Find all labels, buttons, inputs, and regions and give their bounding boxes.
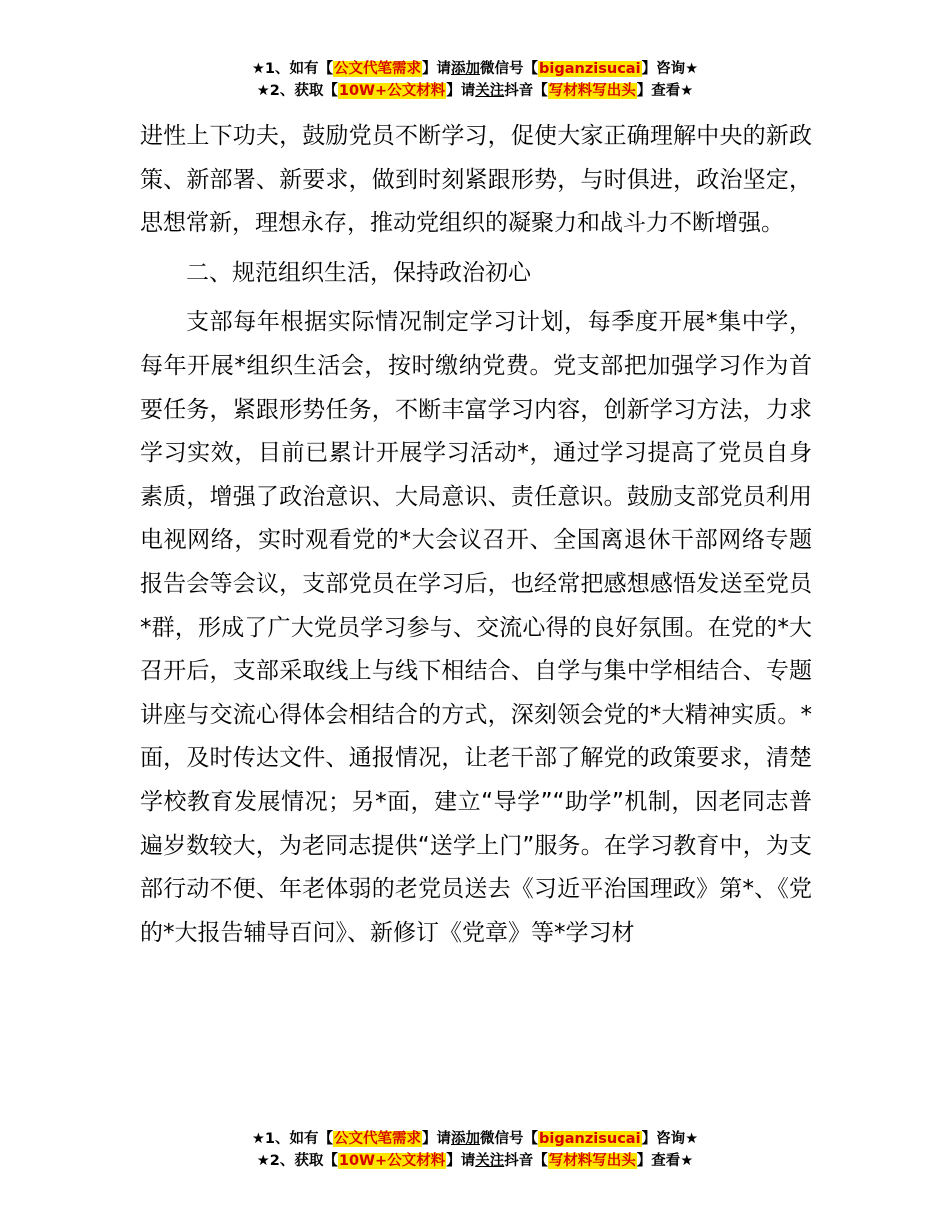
douyin-account: 写材料写出头	[548, 83, 636, 99]
star-icon: ★	[251, 1131, 265, 1147]
star-icon: ★	[685, 1131, 699, 1147]
banner-line-2: ★2、获取【10W+公文材料】请关注抖音【写材料写出头】查看★	[256, 1153, 694, 1169]
bottom-banner	[0, 1128, 950, 1172]
highlight-text: 10W+公文材料	[338, 1153, 446, 1169]
wechat-id: biganzisucai	[539, 1131, 641, 1147]
star-icon: ★	[251, 61, 265, 77]
highlight-text: 公文代笔需求	[334, 61, 422, 77]
douyin-account: 写材料写出头	[548, 1153, 636, 1169]
star-icon: ★	[256, 1153, 270, 1169]
wechat-id: biganzisucai	[539, 61, 641, 77]
section-heading: 二、规范组织生活，保持政治初心	[186, 259, 531, 286]
document-body	[140, 115, 812, 955]
banner-line-1: ★1、如有【公文代笔需求】请添加微信号【biganzisucai】咨询★	[251, 1131, 699, 1147]
star-icon: ★	[680, 1153, 694, 1169]
banner-line-2: ★2、获取【10W+公文材料】请关注抖音【写材料写出头】查看★	[256, 83, 694, 99]
star-icon: ★	[685, 61, 699, 77]
star-icon: ★	[256, 83, 270, 99]
banner-line-1: ★1、如有【公文代笔需求】请添加微信号【biganzisucai】咨询★	[251, 61, 699, 77]
star-icon: ★	[680, 83, 694, 99]
paragraph-continuation: 进性上下功夫，鼓励党员不断学习，促使大家正确理解中央的新政策、新部署、新要求，做到时刻紧跟形势，与时俱进，政治坚定，思想常新，理想永存，推动党组织的凝聚力和战斗力不断增强。	[140, 123, 812, 237]
highlight-text: 公文代笔需求	[334, 1131, 422, 1147]
top-banner	[0, 58, 950, 102]
highlight-text: 10W+公文材料	[338, 83, 446, 99]
paragraph: 支部每年根据实际情况制定学习计划，每季度开展*集中学，每年开展*组织生活会，按时缴纳党费。党支部把加强学习作为首要任务，紧跟形势任务，不断丰富学习内容，创新学习方法，力求学习实效，目前已累计开展学习活动*，通过学习提高了党员自身素质，增强了政治意识、大局意识、责任意识。鼓励支部党员利用电视网络，实时观看党的*大会议召开、全国离退休干部网络专题报告会等会议，支部党员在学习后，也经常把感想感悟发送至党员*群，形成了广大党员学习参与、交流心得的良好氛围。在党的*大召开后，支部采取线上与线下相结合、自学与集中学相结合、专题讲座与交流心得体会相结合的方式，深刻领会党的*大精神实质。*面，及时传达文件、通报情况，让老干部了解党的政策要求，清楚学校教育发展情况；另*面，建立“导学”“助学”机制，因老同志普遍岁数较大，为老同志提供“送学上门”服务。在学习教育中，为支部行动不便、年老体弱的老党员送去《习近平治国理政》第*、《党的*大报告辅导百问》、新修订《党章》等*学习材	[140, 309, 812, 946]
